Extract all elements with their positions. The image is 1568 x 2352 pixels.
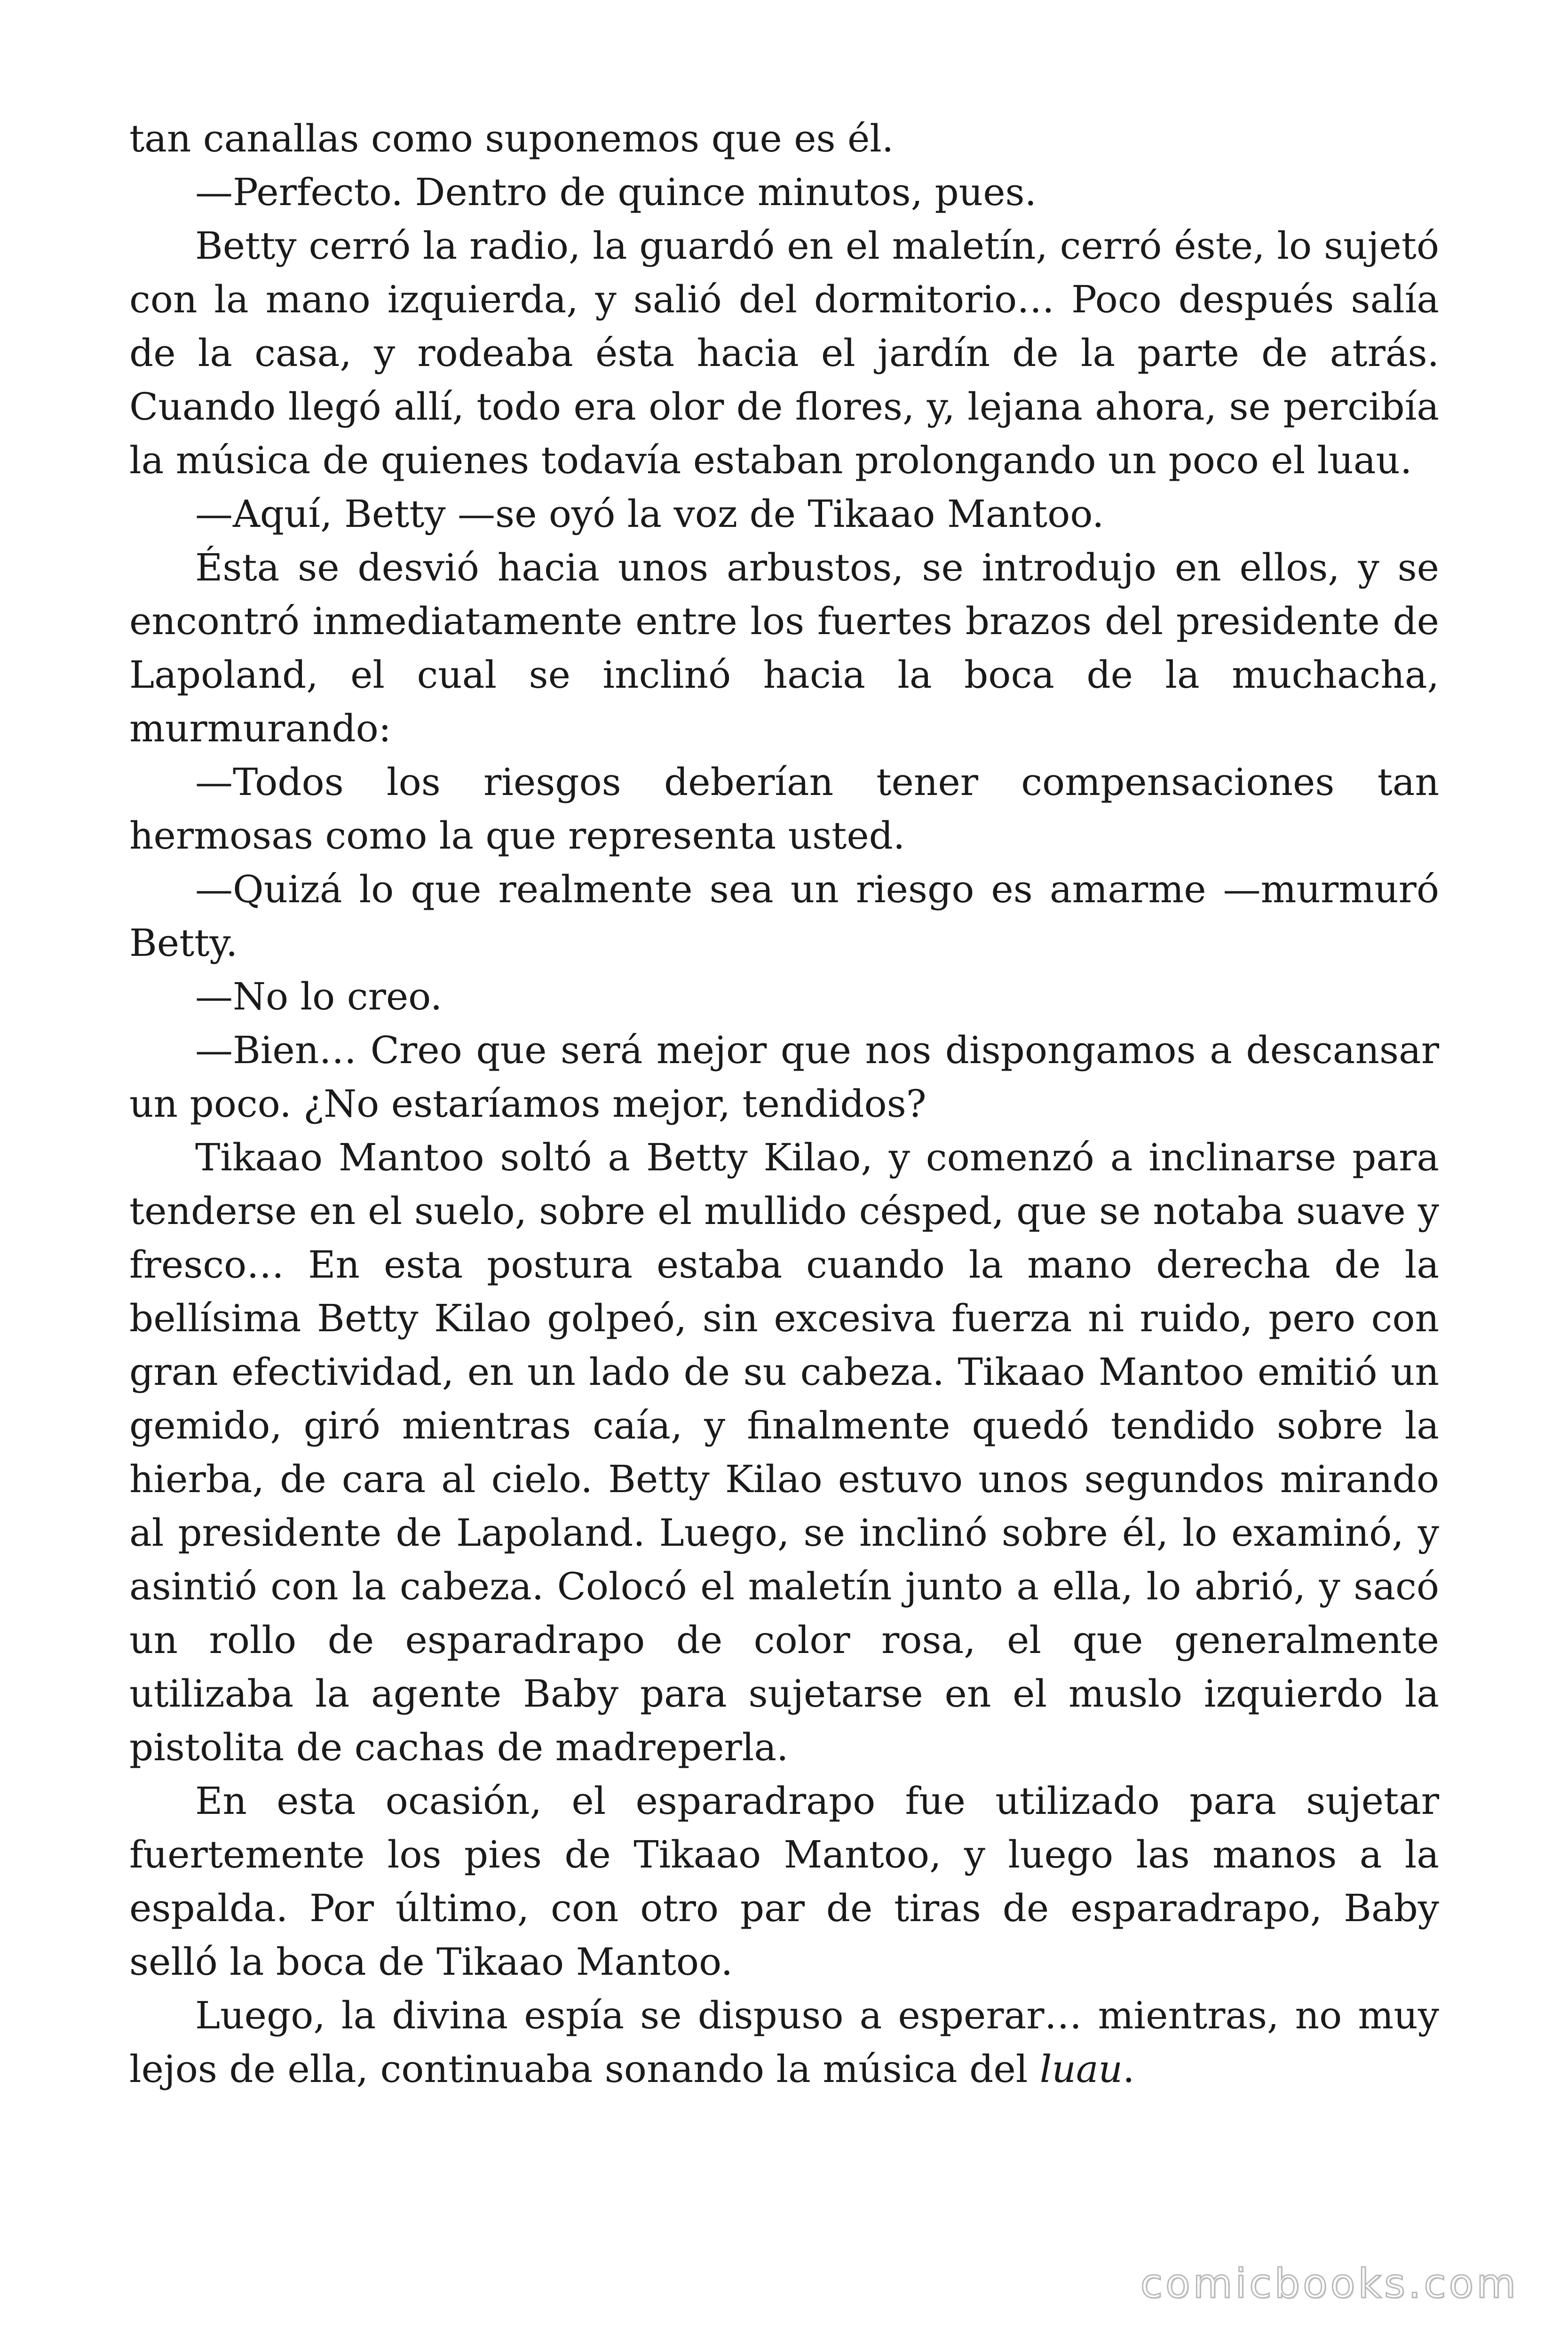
page-body [129, 112, 1439, 2096]
paragraph: —Quizá lo que realmente sea un riesgo es amarme —murmuró Betty. [129, 867, 1439, 965]
last-paragraph-end: . [1123, 2047, 1135, 2091]
paragraph: Tikaao Mantoo soltó a Betty Kilao, y comenzó a inclinarse para tenderse en el suelo, sobre el mullido césped, que se notaba suave y fresco… En esta postura estaba cuando la mano derecha de la bellísima Betty Kilao golpeó, sin excesiva fuerza ni ruido, pero con gran efectividad, en un lado de su cabeza. Tikaao Mantoo emitió un gemido, giró mientras caía, y finalmente quedó tendido sobre la hierba, de cara al cielo. Betty Kilao estuvo unos segundos mirando al presidente de Lapoland. Luego, se inclinó sobre él, lo examinó, y asintió con la cabeza. Colocó el maletín junto a ella, lo abrió, y sacó un rollo de esparadrapo de color rosa, el que generalmente utilizaba la agente Baby para sujetarse en el muslo izquierdo la pistolita de cachas de madreperla. [129, 1136, 1439, 1769]
paragraph: —Aquí, Betty —se oyó la voz de Tikaao Mantoo. [195, 492, 1104, 536]
paragraph: Ésta se desvió hacia unos arbustos, se introdujo en ellos, y se encontró inmediatamente entre los fuertes brazos del presidente de Lapoland, el cual se inclinó hacia la boca de la muchacha, murmurando: [129, 546, 1439, 750]
last-paragraph-text: Luego, la divina espía se dispuso a esperar… mientras, no muy lejos de ella, continuaba sonando la música del [129, 1994, 1439, 2091]
italic-word: luau [1039, 2047, 1123, 2091]
paragraph: En esta ocasión, el esparadrapo fue utilizado para sujetar fuertemente los pies de Tikaao Mantoo, y luego las manos a la espalda. Por último, con otro par de tiras de esparadrapo, Baby selló la boca de Tikaao Mantoo. [129, 1779, 1439, 1984]
last-paragraph [129, 1989, 1439, 2096]
paragraph: Betty cerró la radio, la guardó en el maletín, cerró éste, lo sujetó con la mano izquierda, y salió del dormitorio… Poco después salía de la casa, y rodeaba ésta hacia el jardín de la parte de atrás. Cuando llegó allí, todo era olor de flores, y, lejana ahora, se percibía la música de quienes todavía estaban prolongando un poco el luau. [129, 224, 1439, 482]
paragraph: —Todos los riesgos deberían tener compensaciones tan hermosas como la que representa usted. [129, 760, 1439, 858]
paragraph: —Perfecto. Dentro de quince minutos, pues. [195, 170, 1037, 214]
paragraph: —Bien… Creo que será mejor que nos dispongamos a descansar un poco. ¿No estaríamos mejor, tendidos? [129, 1028, 1439, 1126]
watermark-logo: comicbooks.com [1140, 2260, 1519, 2307]
paragraph: —No lo creo. [195, 975, 443, 1018]
paragraph: tan canallas como suponemos que es él. [129, 117, 894, 160]
